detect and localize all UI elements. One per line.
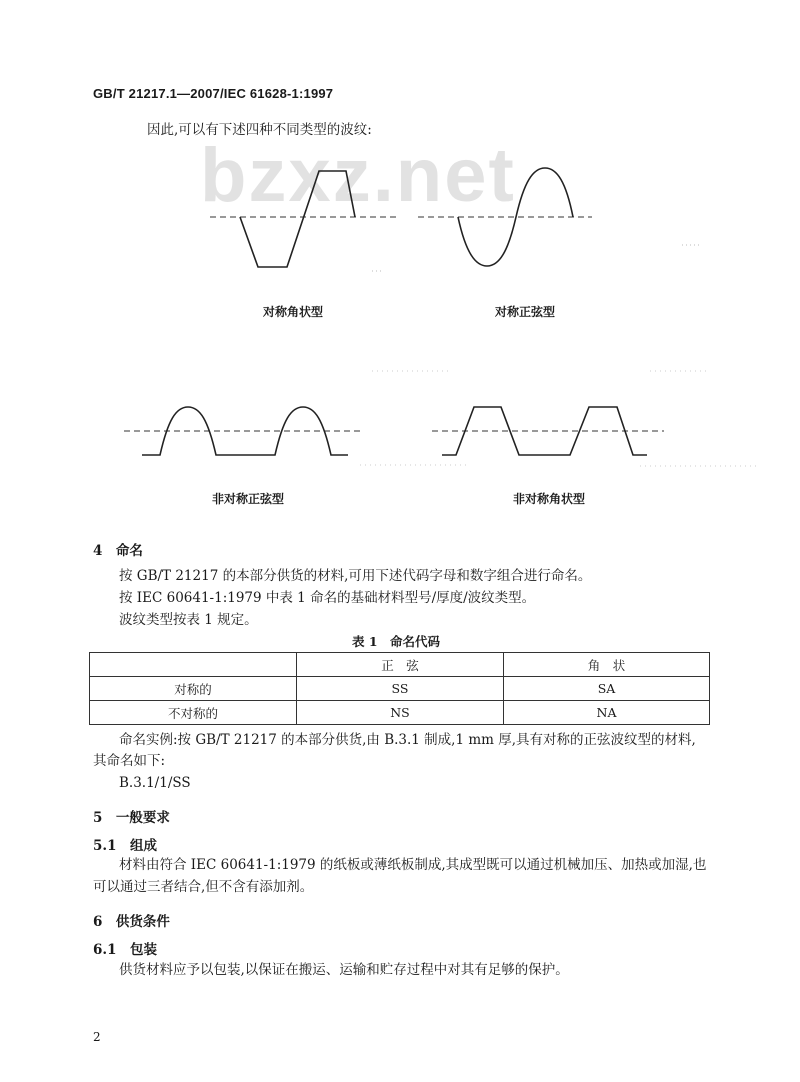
section-6-1-title: 6.1 包装 (93, 942, 157, 958)
table-header-cell: 正 弦 (297, 653, 504, 677)
table-row (90, 701, 710, 725)
table-caption: 表 1 命名代码 (352, 634, 441, 649)
example-code: B.3.1/1/SS (119, 775, 191, 791)
section-5-1-line2: 可以通过三者结合,但不含有添加剂。 (93, 879, 314, 895)
section-4-para3: 波纹类型按表 1 规定。 (119, 612, 258, 628)
table-cell: 对称的 (90, 677, 297, 701)
sym-trap-wave (240, 171, 355, 267)
section-6-title: 6 供货条件 (93, 914, 170, 930)
intro-text: 因此,可以有下述四种不同类型的波纹: (147, 122, 372, 138)
table-row (90, 677, 710, 701)
table-header-row (90, 653, 710, 677)
caption-asym-sine: 非对称正弦型 (212, 492, 285, 506)
example-line1: 命名实例:按 GB/T 21217 的本部分供货,由 B.3.1 制成,1 mm 厚,具有对称的正弦波纹型的材料, (119, 732, 696, 748)
table-cell: 不对称的 (90, 701, 297, 725)
section-4-para2: 按 IEC 60641-1:1979 中表 1 命名的基础材料型号/厚度/波纹类型。 (119, 590, 536, 606)
section-4-title: 4 命名 (93, 543, 143, 559)
standard-header: GB/T 21217.1—2007/IEC 61628-1:1997 (93, 86, 334, 101)
watermark: bzxz.net (200, 133, 516, 218)
naming-code-table (89, 652, 710, 725)
corrugation-figures (0, 0, 800, 520)
table-cell: SA (504, 677, 710, 701)
sym-sine-wave (458, 168, 573, 266)
example-line2: 其命名如下: (93, 753, 166, 769)
caption-sym-trap: 对称角状型 (263, 305, 324, 319)
table-cell: NA (504, 701, 710, 725)
section-5-1-title: 5.1 组成 (93, 838, 157, 854)
caption-asym-trap: 非对称角状型 (513, 492, 586, 506)
section-4-para1: 按 GB/T 21217 的本部分供货的材料,可用下述代码字母和数字组合进行命名。 (119, 568, 592, 584)
page-number: 2 (93, 1030, 101, 1044)
caption-sym-sine: 对称正弦型 (495, 305, 556, 319)
table-header-cell: 角 状 (504, 653, 710, 677)
section-5-1-line1: 材料由符合 IEC 60641-1:1979 的纸板或薄纸板制成,其成型既可以通过机械加压、加热或加湿,也 (119, 857, 707, 873)
section-6-1-line1: 供货材料应予以包装,以保证在搬运、运输和贮存过程中对其有足够的保护。 (119, 962, 569, 978)
table-cell: SS (297, 677, 504, 701)
table-cell: NS (297, 701, 504, 725)
table-header-cell (90, 653, 297, 677)
section-5-title: 5 一般要求 (93, 810, 170, 826)
